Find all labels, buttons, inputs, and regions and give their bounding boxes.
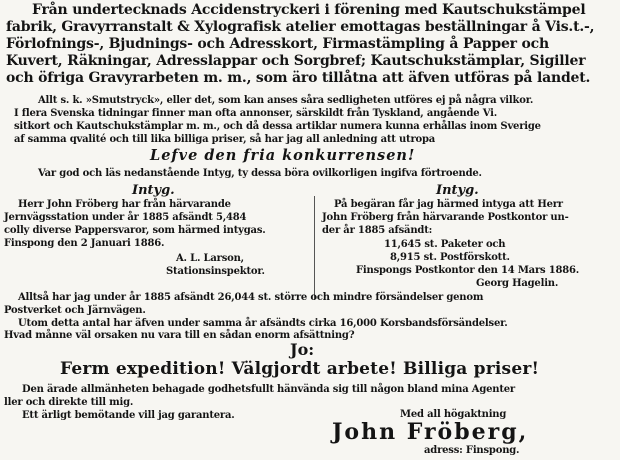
item-count: 11,645 bbox=[384, 239, 422, 250]
intyg-right-title: Intyg. bbox=[436, 183, 479, 198]
summary-line-4: Hvad månne väl orsaken nu vara till en sådan enorm afsättning? bbox=[4, 330, 355, 341]
intyg-right-signer: Georg Hagelin. bbox=[476, 278, 559, 289]
jo-answer: Jo: bbox=[290, 340, 315, 359]
intro-line: Var god och läs nedanstående Intyg, ty dessa böra ovilkorligen ingifva förtroende. bbox=[38, 168, 482, 179]
slogan: Ferm expedition! Välgjordt arbete! Billiga priser! bbox=[60, 359, 540, 379]
closing-line-1: Den ärade allmänheten behagade godhetsfullt hänvända sig till någon bland mina Agenter bbox=[22, 384, 516, 395]
intyg-left-line-3: colly diverse Pappersvaror, som härmed intygas. bbox=[4, 225, 266, 236]
intyg-right-item-2 bbox=[390, 251, 510, 264]
intyg-right-place-date: Finspongs Postkontor den 14 Mars 1886. bbox=[356, 265, 580, 276]
item-count: 8,915 bbox=[390, 252, 421, 263]
summary-line-2: Postverket och Järnvägen. bbox=[4, 305, 146, 316]
intyg-left-signer: A. L. Larson, bbox=[176, 253, 244, 264]
intyg-left-role: Stationsinspektor. bbox=[166, 266, 265, 277]
notice-line-3: sitkort och Kautschukstämplar m. m., och då dessa artiklar numera kunna erhållas inom Sverige bbox=[14, 121, 541, 132]
header-line-5: och öfriga Gravyrarbeten m. m., som äro tillåtna att äfven utföras på landet. bbox=[6, 70, 591, 86]
intyg-right-item-1 bbox=[384, 238, 505, 251]
motto-heading: Lefve den fria konkurrensen! bbox=[150, 147, 416, 164]
header-line-2: fabrik, Gravyrranstalt & Xylografisk atelier emottagas beställningar å Vis.t.-, bbox=[6, 19, 595, 35]
signature-name: John Fröberg, bbox=[332, 419, 529, 445]
item-label: st. Paketer och bbox=[424, 239, 506, 250]
closing-regards: Med all högaktning bbox=[400, 409, 507, 420]
intyg-right-line-3: der år 1885 afsändt: bbox=[322, 225, 433, 236]
notice-line-2: I flera Svenska tidningar finner man ofta annonser, särskildt från Tyskland, angående Vi. bbox=[14, 108, 497, 119]
signature-address: adress: Finspong. bbox=[424, 445, 520, 456]
column-divider bbox=[314, 196, 315, 300]
intyg-left-date: Finspong den 2 Januari 1886. bbox=[4, 238, 165, 249]
intyg-right-line-1: På begäran får jag härmed intyga att Herr bbox=[334, 199, 563, 210]
closing-line-3: Ett ärligt bemötande vill jag garantera. bbox=[22, 410, 235, 421]
summary-line-1: Alltså har jag under år 1885 afsändt 26,044 st. större och mindre försändelser genom bbox=[18, 292, 484, 303]
closing-line-2: ller och direkte till mig. bbox=[4, 397, 134, 408]
notice-line-4: af samma qvalité och till lika billiga priser, så har jag all anledning att utropa bbox=[14, 134, 436, 145]
notice-line-1: Allt s. k. »Smutstryck», eller det, som kan anses såra sedligheten utföres ej på några vilkor. bbox=[38, 95, 534, 106]
header-line-4: Kuvert, Räkningar, Adresslappar och Sorgbref; Kautschukstämplar, Sigiller bbox=[6, 53, 586, 69]
item-label: st. Postförskott. bbox=[423, 252, 510, 263]
intyg-left-title: Intyg. bbox=[132, 183, 175, 198]
intyg-left-line-2: Jernvägsstation under år 1885 afsändt 5,484 bbox=[4, 212, 247, 223]
header-line-3: Förlofnings-, Bjudnings- och Adresskort, Firmastämpling å Papper och bbox=[6, 36, 549, 52]
intyg-left-line-1: Herr John Fröberg har från härvarande bbox=[18, 199, 231, 210]
summary-line-3: Utom detta antal har äfven under samma år afsändts cirka 16,000 Korsbandsförsändelser. bbox=[18, 318, 508, 329]
header-line-1: Från undertecknads Accidenstryckeri i förening med Kautschukstämpel bbox=[32, 2, 586, 18]
intyg-right-line-2: John Fröberg från härvarande Postkontor un- bbox=[322, 212, 569, 223]
